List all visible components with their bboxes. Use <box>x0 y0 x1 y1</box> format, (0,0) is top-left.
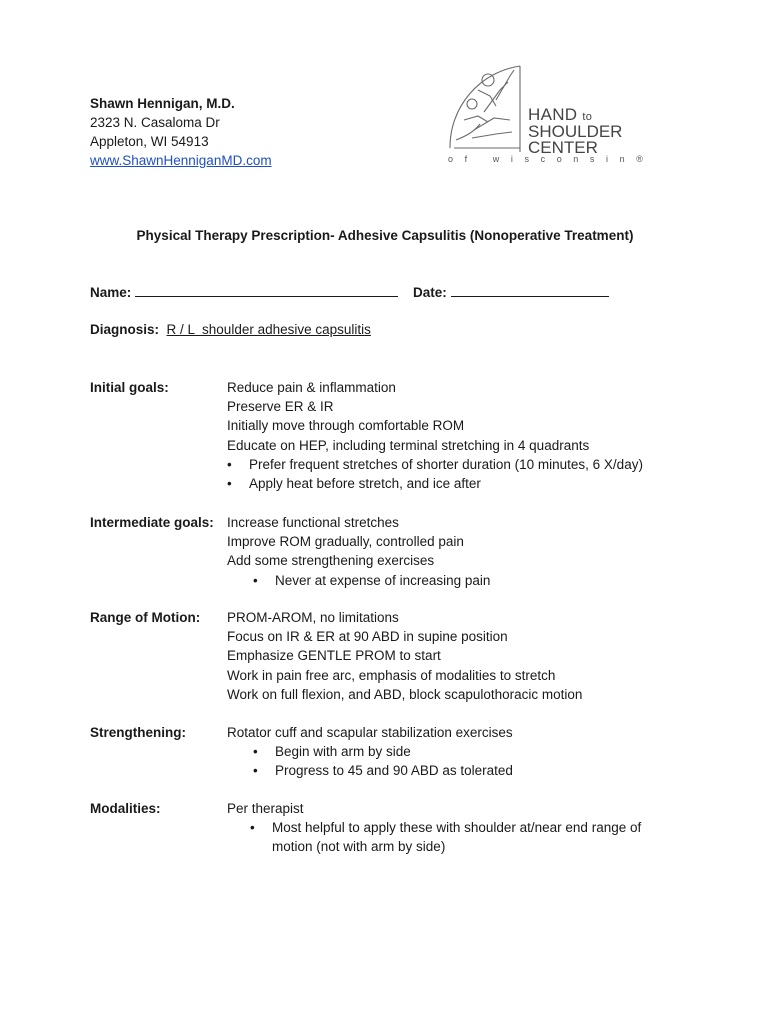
list-item: Educate on HEP, including terminal stretching in 4 quadrants <box>227 437 590 453</box>
list-item: Preserve ER & IR <box>227 399 334 415</box>
list-item: Work on full flexion, and ABD, block scapulothoracic motion <box>227 686 583 702</box>
website-link[interactable]: www.ShawnHenniganMD.com <box>90 153 272 168</box>
date-label: Date: <box>413 285 447 300</box>
bullet-item: • Apply heat before stretch, and ice after <box>249 474 677 493</box>
logo-line-shoulder: SHOULDER <box>528 122 623 141</box>
logo-line-hand: HAND <box>528 105 578 124</box>
bullet-item: • Never at expense of increasing pain <box>275 571 677 590</box>
list-item: Add some strengthening exercises <box>227 553 435 569</box>
list-item: Rotator cuff and scapular stabilization exercises <box>227 725 513 740</box>
section-label: Strengthening: <box>90 725 186 740</box>
name-date-row <box>90 284 609 300</box>
list-item: Focus on IR & ER at 90 ABD in supine position <box>227 629 508 645</box>
list-item: Increase functional stretches <box>227 515 399 530</box>
section-label: Intermediate goals: <box>90 515 214 530</box>
diagnosis-label: Diagnosis: <box>90 322 160 337</box>
address-line-2: Appleton, WI 54913 <box>90 134 209 149</box>
bullet-item: • Progress to 45 and 90 ABD as tolerated <box>275 761 677 780</box>
logo-tagline: of wisconsin® <box>448 154 655 164</box>
list-item: Emphasize GENTLE PROM to start <box>227 648 441 664</box>
document-title: Physical Therapy Prescription- Adhesive Capsulitis (Nonoperative Treatment) <box>136 228 634 243</box>
list-item: Work in pain free arc, emphasis of modalities to stretch <box>227 667 556 683</box>
diagnosis-value: R / L shoulder adhesive capsulitis <box>166 322 371 337</box>
bullet-item: • Prefer frequent stretches of shorter duration (10 minutes, 6 X/day) <box>249 455 677 474</box>
bullet-item: • Most helpful to apply these with shoulder at/near end range of motion (not with arm by side) <box>272 818 672 856</box>
doctor-name: Shawn Hennigan, M.D. <box>90 96 235 111</box>
list-item: Per therapist <box>227 801 304 816</box>
logo-line-to: to <box>582 111 593 123</box>
address-line-1: 2323 N. Casaloma Dr <box>90 115 220 130</box>
section-label: Initial goals: <box>90 380 169 395</box>
list-item: Improve ROM gradually, controlled pain <box>227 534 464 550</box>
name-label: Name: <box>90 285 132 300</box>
section-label: Modalities: <box>90 801 161 816</box>
diagnosis-row <box>90 322 371 337</box>
list-item: Reduce pain & inflammation <box>227 380 396 395</box>
list-item: PROM-AROM, no limitations <box>227 610 399 625</box>
doctor-info <box>90 94 272 170</box>
bullet-item: • Begin with arm by side <box>275 742 677 761</box>
list-item: Initially move through comfortable ROM <box>227 418 465 434</box>
date-field[interactable] <box>451 284 609 297</box>
logo-line-center: CENTER <box>528 138 598 157</box>
hand-to-shoulder-logo <box>444 60 655 172</box>
section-label: Range of Motion: <box>90 610 201 625</box>
name-field[interactable] <box>135 284 398 297</box>
